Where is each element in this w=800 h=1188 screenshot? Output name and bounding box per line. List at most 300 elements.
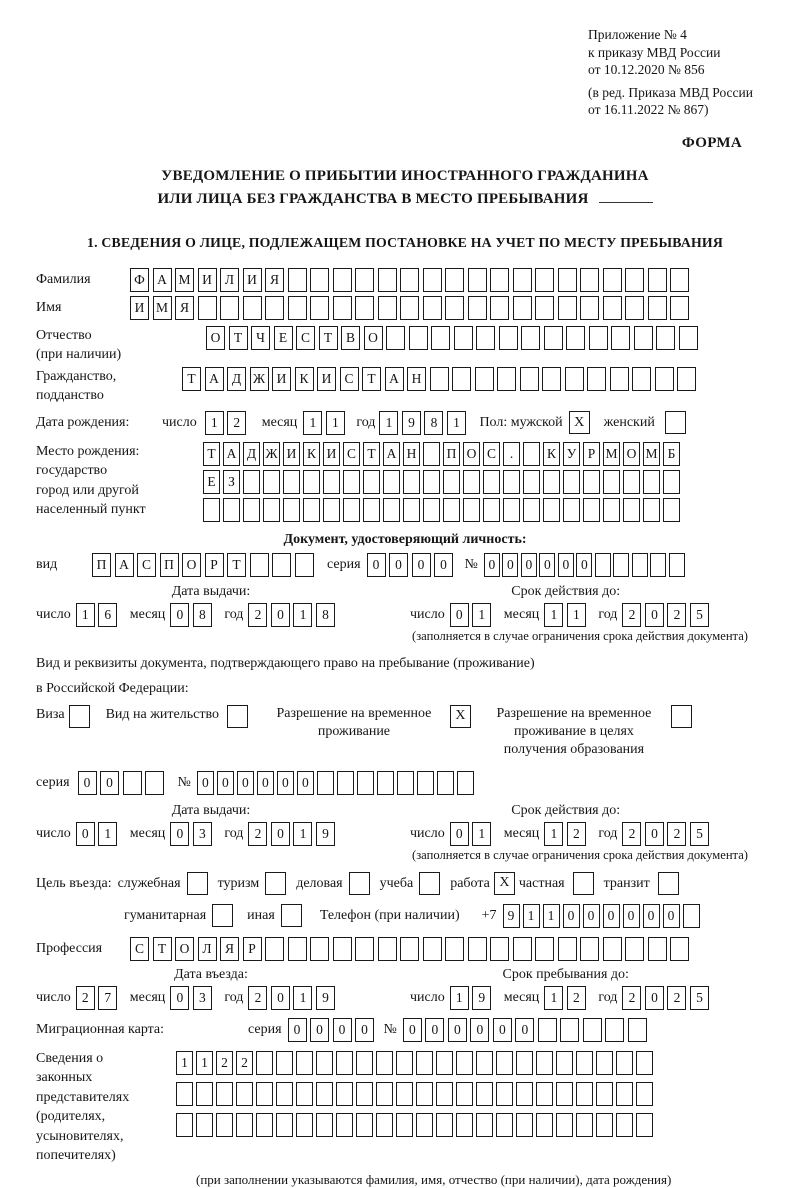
char-cell[interactable]: 0 <box>623 904 640 928</box>
char-cell[interactable] <box>272 553 291 577</box>
char-cell[interactable] <box>634 326 653 350</box>
char-cell[interactable]: 0 <box>645 822 664 846</box>
char-cell[interactable] <box>616 1051 633 1075</box>
char-cell[interactable] <box>556 1051 573 1075</box>
char-cell[interactable]: 2 <box>622 603 641 627</box>
char-cell[interactable]: 9 <box>316 986 335 1010</box>
char-cell[interactable]: Ж <box>263 442 280 466</box>
char-cell[interactable] <box>656 326 675 350</box>
char-cell[interactable]: К <box>303 442 320 466</box>
char-cell[interactable] <box>623 498 640 522</box>
char-cell[interactable] <box>296 1082 313 1106</box>
char-cell[interactable]: 0 <box>493 1018 512 1042</box>
char-cell[interactable] <box>476 326 495 350</box>
char-cell[interactable] <box>145 771 164 795</box>
char-cell[interactable] <box>400 937 419 961</box>
char-cell[interactable] <box>536 1051 553 1075</box>
char-cell[interactable]: 0 <box>412 553 431 577</box>
char-cell[interactable]: 2 <box>216 1051 233 1075</box>
char-cell[interactable] <box>437 771 454 795</box>
char-cell[interactable] <box>513 296 532 320</box>
char-cell[interactable] <box>336 1051 353 1075</box>
char-cell[interactable]: 1 <box>567 603 586 627</box>
char-cell[interactable]: 0 <box>576 553 592 577</box>
char-cell[interactable] <box>283 470 300 494</box>
char-cell[interactable] <box>596 1082 613 1106</box>
char-cell[interactable]: 1 <box>98 822 117 846</box>
char-cell[interactable] <box>536 1113 553 1137</box>
char-cell[interactable]: А <box>153 268 172 292</box>
char-cell[interactable]: 2 <box>667 603 686 627</box>
char-cell[interactable] <box>417 771 434 795</box>
char-cell[interactable] <box>196 1082 213 1106</box>
char-cell[interactable]: И <box>272 367 291 391</box>
char-cell[interactable] <box>543 498 560 522</box>
char-cell[interactable] <box>176 1082 193 1106</box>
char-cell[interactable] <box>625 268 644 292</box>
char-cell[interactable]: 0 <box>563 904 580 928</box>
char-cell[interactable]: 5 <box>690 822 709 846</box>
char-cell[interactable] <box>316 1051 333 1075</box>
char-cell[interactable]: С <box>340 367 359 391</box>
char-cell[interactable] <box>445 937 464 961</box>
char-cell[interactable]: 1 <box>303 411 322 435</box>
char-cell[interactable]: 8 <box>424 411 443 435</box>
char-cell[interactable]: Е <box>203 470 220 494</box>
char-cell[interactable] <box>580 937 599 961</box>
char-cell[interactable] <box>333 937 352 961</box>
char-cell[interactable] <box>363 498 380 522</box>
char-cell[interactable] <box>343 498 360 522</box>
char-cell[interactable]: 0 <box>277 771 294 795</box>
char-cell[interactable] <box>263 470 280 494</box>
char-cell[interactable] <box>317 771 334 795</box>
char-cell[interactable]: А <box>205 367 224 391</box>
char-cell[interactable] <box>490 937 509 961</box>
residence-permit-checkbox[interactable] <box>227 705 248 728</box>
char-cell[interactable]: П <box>92 553 111 577</box>
purpose-tourism-checkbox[interactable] <box>265 872 286 895</box>
char-cell[interactable] <box>520 367 539 391</box>
char-cell[interactable]: 2 <box>567 986 586 1010</box>
char-cell[interactable] <box>400 268 419 292</box>
char-cell[interactable]: 0 <box>450 822 469 846</box>
char-cell[interactable] <box>256 1051 273 1075</box>
char-cell[interactable] <box>396 1113 413 1137</box>
char-cell[interactable] <box>595 553 611 577</box>
char-cell[interactable] <box>343 470 360 494</box>
char-cell[interactable] <box>563 470 580 494</box>
char-cell[interactable] <box>336 1082 353 1106</box>
char-cell[interactable] <box>243 498 260 522</box>
char-cell[interactable] <box>650 553 666 577</box>
char-cell[interactable]: 1 <box>76 603 95 627</box>
char-cell[interactable] <box>243 470 260 494</box>
char-cell[interactable] <box>636 1051 653 1075</box>
char-cell[interactable]: О <box>206 326 225 350</box>
char-cell[interactable]: 0 <box>100 771 119 795</box>
char-cell[interactable]: Я <box>220 937 239 961</box>
char-cell[interactable] <box>445 268 464 292</box>
char-cell[interactable] <box>513 937 532 961</box>
char-cell[interactable]: 0 <box>217 771 234 795</box>
char-cell[interactable]: 0 <box>450 603 469 627</box>
char-cell[interactable] <box>536 1082 553 1106</box>
char-cell[interactable]: 0 <box>558 553 574 577</box>
char-cell[interactable]: М <box>175 268 194 292</box>
char-cell[interactable]: И <box>243 268 262 292</box>
char-cell[interactable]: 1 <box>544 822 563 846</box>
char-cell[interactable] <box>357 771 374 795</box>
char-cell[interactable]: О <box>623 442 640 466</box>
char-cell[interactable] <box>663 470 680 494</box>
char-cell[interactable] <box>356 1113 373 1137</box>
char-cell[interactable] <box>663 498 680 522</box>
char-cell[interactable] <box>403 470 420 494</box>
char-cell[interactable]: И <box>198 268 217 292</box>
char-cell[interactable]: П <box>443 442 460 466</box>
char-cell[interactable]: 0 <box>170 822 189 846</box>
char-cell[interactable] <box>323 498 340 522</box>
char-cell[interactable] <box>416 1082 433 1106</box>
char-cell[interactable]: 0 <box>643 904 660 928</box>
char-cell[interactable] <box>396 1051 413 1075</box>
char-cell[interactable] <box>256 1082 273 1106</box>
char-cell[interactable]: А <box>383 442 400 466</box>
char-cell[interactable]: 0 <box>197 771 214 795</box>
char-cell[interactable]: 3 <box>193 986 212 1010</box>
char-cell[interactable] <box>220 296 239 320</box>
char-cell[interactable] <box>576 1051 593 1075</box>
char-cell[interactable] <box>316 1113 333 1137</box>
char-cell[interactable] <box>670 937 689 961</box>
char-cell[interactable] <box>378 268 397 292</box>
char-cell[interactable] <box>436 1082 453 1106</box>
char-cell[interactable] <box>628 1018 647 1042</box>
char-cell[interactable] <box>355 296 374 320</box>
char-cell[interactable] <box>625 937 644 961</box>
char-cell[interactable] <box>356 1051 373 1075</box>
char-cell[interactable] <box>236 1113 253 1137</box>
char-cell[interactable] <box>523 442 540 466</box>
char-cell[interactable]: 9 <box>402 411 421 435</box>
char-cell[interactable]: . <box>503 442 520 466</box>
char-cell[interactable]: О <box>175 937 194 961</box>
char-cell[interactable]: 1 <box>544 603 563 627</box>
char-cell[interactable] <box>643 498 660 522</box>
char-cell[interactable]: Д <box>243 442 260 466</box>
char-cell[interactable] <box>603 296 622 320</box>
char-cell[interactable] <box>409 326 428 350</box>
char-cell[interactable] <box>423 296 442 320</box>
char-cell[interactable] <box>490 268 509 292</box>
char-cell[interactable] <box>283 498 300 522</box>
char-cell[interactable] <box>355 268 374 292</box>
char-cell[interactable] <box>513 268 532 292</box>
char-cell[interactable]: Т <box>182 367 201 391</box>
female-checkbox[interactable] <box>665 411 686 434</box>
char-cell[interactable] <box>643 470 660 494</box>
char-cell[interactable]: 2 <box>667 986 686 1010</box>
char-cell[interactable] <box>296 1113 313 1137</box>
char-cell[interactable] <box>423 498 440 522</box>
char-cell[interactable]: 2 <box>248 986 267 1010</box>
char-cell[interactable]: 0 <box>355 1018 374 1042</box>
char-cell[interactable]: Ф <box>130 268 149 292</box>
char-cell[interactable] <box>683 904 700 928</box>
char-cell[interactable]: Т <box>153 937 172 961</box>
char-cell[interactable]: 2 <box>248 822 267 846</box>
char-cell[interactable] <box>523 470 540 494</box>
char-cell[interactable] <box>483 498 500 522</box>
char-cell[interactable]: 0 <box>297 771 314 795</box>
char-cell[interactable] <box>535 296 554 320</box>
char-cell[interactable] <box>523 498 540 522</box>
char-cell[interactable] <box>483 470 500 494</box>
char-cell[interactable]: 0 <box>539 553 555 577</box>
char-cell[interactable] <box>386 326 405 350</box>
char-cell[interactable] <box>276 1113 293 1137</box>
char-cell[interactable] <box>436 1113 453 1137</box>
char-cell[interactable]: 0 <box>521 553 537 577</box>
char-cell[interactable]: 9 <box>316 822 335 846</box>
char-cell[interactable]: 1 <box>176 1051 193 1075</box>
char-cell[interactable] <box>679 326 698 350</box>
char-cell[interactable] <box>576 1082 593 1106</box>
char-cell[interactable] <box>583 498 600 522</box>
char-cell[interactable] <box>303 498 320 522</box>
purpose-work-checkbox[interactable]: X <box>494 872 515 895</box>
char-cell[interactable]: 0 <box>257 771 274 795</box>
char-cell[interactable]: К <box>295 367 314 391</box>
char-cell[interactable] <box>288 268 307 292</box>
char-cell[interactable]: 0 <box>271 603 290 627</box>
char-cell[interactable] <box>677 367 696 391</box>
char-cell[interactable]: 0 <box>389 553 408 577</box>
char-cell[interactable] <box>589 326 608 350</box>
char-cell[interactable]: Н <box>407 367 426 391</box>
char-cell[interactable]: 2 <box>248 603 267 627</box>
char-cell[interactable]: 2 <box>236 1051 253 1075</box>
char-cell[interactable]: Т <box>362 367 381 391</box>
char-cell[interactable] <box>454 326 473 350</box>
purpose-private-checkbox[interactable] <box>573 872 594 895</box>
char-cell[interactable] <box>670 296 689 320</box>
char-cell[interactable] <box>563 498 580 522</box>
purpose-transit-checkbox[interactable] <box>658 872 679 895</box>
char-cell[interactable] <box>216 1113 233 1137</box>
char-cell[interactable] <box>236 1082 253 1106</box>
char-cell[interactable]: 0 <box>78 771 97 795</box>
char-cell[interactable]: О <box>364 326 383 350</box>
char-cell[interactable]: Е <box>274 326 293 350</box>
char-cell[interactable] <box>670 268 689 292</box>
char-cell[interactable] <box>468 937 487 961</box>
char-cell[interactable]: 0 <box>663 904 680 928</box>
char-cell[interactable] <box>610 367 629 391</box>
char-cell[interactable]: Т <box>203 442 220 466</box>
char-cell[interactable]: 1 <box>472 822 491 846</box>
char-cell[interactable]: С <box>137 553 156 577</box>
char-cell[interactable]: 0 <box>237 771 254 795</box>
char-cell[interactable]: А <box>223 442 240 466</box>
char-cell[interactable] <box>445 296 464 320</box>
char-cell[interactable] <box>323 470 340 494</box>
char-cell[interactable] <box>463 498 480 522</box>
char-cell[interactable] <box>263 498 280 522</box>
char-cell[interactable] <box>535 937 554 961</box>
char-cell[interactable] <box>521 326 540 350</box>
char-cell[interactable] <box>456 1113 473 1137</box>
char-cell[interactable]: 0 <box>333 1018 352 1042</box>
char-cell[interactable] <box>655 367 674 391</box>
char-cell[interactable] <box>543 470 560 494</box>
char-cell[interactable] <box>625 296 644 320</box>
char-cell[interactable] <box>295 553 314 577</box>
char-cell[interactable]: С <box>130 937 149 961</box>
char-cell[interactable]: С <box>483 442 500 466</box>
char-cell[interactable] <box>457 771 474 795</box>
char-cell[interactable]: 1 <box>472 603 491 627</box>
char-cell[interactable] <box>616 1113 633 1137</box>
char-cell[interactable] <box>436 1051 453 1075</box>
temp-permit-checkbox[interactable]: X <box>450 705 471 728</box>
char-cell[interactable] <box>499 326 518 350</box>
char-cell[interactable]: С <box>343 442 360 466</box>
char-cell[interactable]: 1 <box>447 411 466 435</box>
char-cell[interactable] <box>423 268 442 292</box>
char-cell[interactable] <box>616 1082 633 1106</box>
char-cell[interactable] <box>378 296 397 320</box>
char-cell[interactable]: 0 <box>170 986 189 1010</box>
char-cell[interactable] <box>648 296 667 320</box>
char-cell[interactable] <box>496 1082 513 1106</box>
purpose-official-checkbox[interactable] <box>187 872 208 895</box>
char-cell[interactable] <box>310 296 329 320</box>
char-cell[interactable] <box>516 1082 533 1106</box>
char-cell[interactable] <box>583 470 600 494</box>
char-cell[interactable] <box>423 470 440 494</box>
char-cell[interactable] <box>203 498 220 522</box>
purpose-humanitarian-checkbox[interactable] <box>212 904 233 927</box>
char-cell[interactable]: Ж <box>250 367 269 391</box>
char-cell[interactable]: М <box>153 296 172 320</box>
char-cell[interactable]: 1 <box>205 411 224 435</box>
char-cell[interactable]: А <box>385 367 404 391</box>
char-cell[interactable] <box>416 1051 433 1075</box>
char-cell[interactable]: 0 <box>448 1018 467 1042</box>
char-cell[interactable]: 0 <box>425 1018 444 1042</box>
char-cell[interactable] <box>356 1082 373 1106</box>
char-cell[interactable]: Т <box>229 326 248 350</box>
char-cell[interactable]: Б <box>663 442 680 466</box>
char-cell[interactable]: Л <box>220 268 239 292</box>
char-cell[interactable]: П <box>160 553 179 577</box>
char-cell[interactable] <box>583 1018 602 1042</box>
char-cell[interactable]: 2 <box>76 986 95 1010</box>
char-cell[interactable] <box>558 268 577 292</box>
char-cell[interactable]: Р <box>205 553 224 577</box>
char-cell[interactable] <box>176 1113 193 1137</box>
char-cell[interactable]: И <box>130 296 149 320</box>
char-cell[interactable]: 1 <box>196 1051 213 1075</box>
char-cell[interactable] <box>496 1051 513 1075</box>
char-cell[interactable]: 0 <box>645 603 664 627</box>
char-cell[interactable]: 8 <box>316 603 335 627</box>
char-cell[interactable] <box>223 498 240 522</box>
char-cell[interactable] <box>383 498 400 522</box>
char-cell[interactable] <box>503 470 520 494</box>
char-cell[interactable] <box>580 268 599 292</box>
char-cell[interactable] <box>416 1113 433 1137</box>
char-cell[interactable] <box>250 553 269 577</box>
char-cell[interactable] <box>632 367 651 391</box>
char-cell[interactable]: 1 <box>293 603 312 627</box>
char-cell[interactable]: 0 <box>288 1018 307 1042</box>
char-cell[interactable]: 0 <box>434 553 453 577</box>
char-cell[interactable] <box>265 296 284 320</box>
char-cell[interactable] <box>403 498 420 522</box>
char-cell[interactable]: 0 <box>603 904 620 928</box>
char-cell[interactable]: 8 <box>193 603 212 627</box>
char-cell[interactable] <box>377 771 394 795</box>
char-cell[interactable] <box>475 367 494 391</box>
char-cell[interactable] <box>497 367 516 391</box>
char-cell[interactable]: 7 <box>98 986 117 1010</box>
char-cell[interactable] <box>431 326 450 350</box>
char-cell[interactable] <box>276 1082 293 1106</box>
char-cell[interactable] <box>535 268 554 292</box>
char-cell[interactable]: 0 <box>310 1018 329 1042</box>
char-cell[interactable]: З <box>223 470 240 494</box>
char-cell[interactable] <box>355 937 374 961</box>
char-cell[interactable] <box>542 367 561 391</box>
char-cell[interactable]: 3 <box>193 822 212 846</box>
char-cell[interactable]: 5 <box>690 986 709 1010</box>
char-cell[interactable] <box>423 442 440 466</box>
char-cell[interactable]: 0 <box>367 553 386 577</box>
char-cell[interactable] <box>476 1082 493 1106</box>
char-cell[interactable]: 5 <box>690 603 709 627</box>
char-cell[interactable] <box>603 498 620 522</box>
char-cell[interactable] <box>576 1113 593 1137</box>
char-cell[interactable]: Я <box>265 268 284 292</box>
char-cell[interactable]: 0 <box>502 553 518 577</box>
char-cell[interactable] <box>456 1082 473 1106</box>
char-cell[interactable] <box>587 367 606 391</box>
char-cell[interactable]: 2 <box>227 411 246 435</box>
char-cell[interactable] <box>632 553 648 577</box>
char-cell[interactable]: 1 <box>450 986 469 1010</box>
char-cell[interactable]: 1 <box>523 904 540 928</box>
visa-checkbox[interactable] <box>69 705 90 728</box>
char-cell[interactable]: В <box>341 326 360 350</box>
char-cell[interactable]: 1 <box>326 411 345 435</box>
char-cell[interactable] <box>336 1113 353 1137</box>
purpose-business-checkbox[interactable] <box>349 872 370 895</box>
char-cell[interactable]: С <box>296 326 315 350</box>
char-cell[interactable]: И <box>317 367 336 391</box>
purpose-other-checkbox[interactable] <box>281 904 302 927</box>
male-checkbox[interactable]: X <box>569 411 590 434</box>
char-cell[interactable] <box>198 296 217 320</box>
char-cell[interactable] <box>516 1051 533 1075</box>
char-cell[interactable] <box>456 1051 473 1075</box>
char-cell[interactable] <box>396 1082 413 1106</box>
char-cell[interactable] <box>397 771 414 795</box>
char-cell[interactable]: М <box>603 442 620 466</box>
char-cell[interactable] <box>463 470 480 494</box>
